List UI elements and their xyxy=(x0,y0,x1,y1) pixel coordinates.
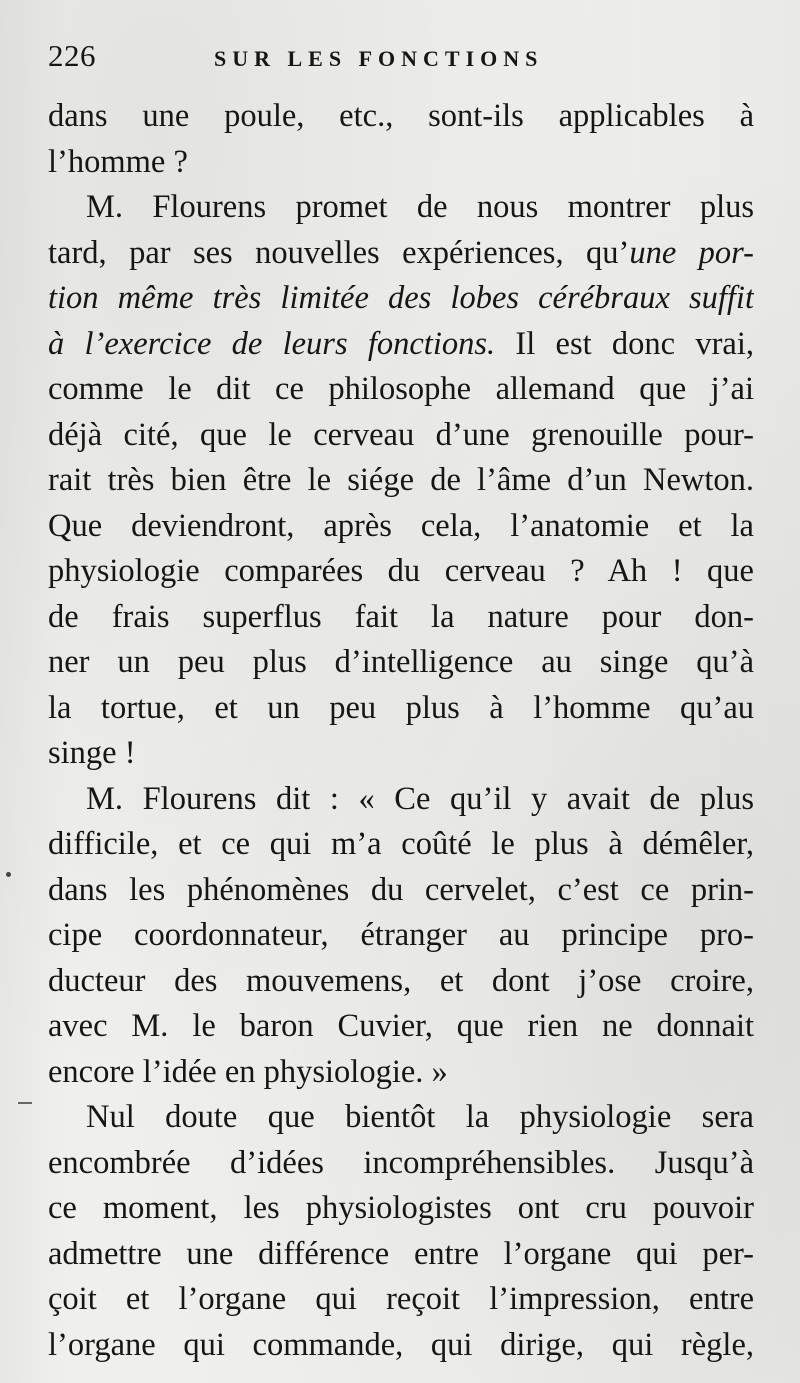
text-line: avec M. le baron Cuvier, que rien ne donnait xyxy=(48,1008,754,1044)
text-line: singe ! xyxy=(48,735,136,771)
text-line: admettre une différence entre l’organe qui per- xyxy=(48,1235,754,1272)
text-line: difficile, et ce qui m’a coûté le plus à démêler, xyxy=(48,826,754,862)
paragraph-start-line: Nul doute que bientôt la physiologie sera xyxy=(86,1099,754,1135)
paragraph-start-line: M. Flourens promet de nous montrer plus xyxy=(86,189,754,225)
text-line: déjà cité, que le cerveau d’une grenouille pour- xyxy=(48,416,754,453)
margin-mark xyxy=(18,1102,32,1104)
text-line: la tortue, et un peu plus à l’homme qu’au xyxy=(48,689,754,726)
italic-quote-fragment: tion même très limitée des lobes cérébraux suffit xyxy=(48,280,754,316)
paragraph-start-line: M. Flourens dit : « Ce qu’il y avait de plus xyxy=(86,780,754,817)
text-line: dans les phénomènes du cervelet, c’est ce prin- xyxy=(48,871,754,908)
running-head: SUR LES FONCTIONS xyxy=(214,46,544,71)
text-fragment: Il est donc vrai, xyxy=(495,325,754,362)
text-line: encore l’idée en physiologie. » xyxy=(48,1053,448,1090)
text-line: ner un peu plus d’intelligence au singe qu’à xyxy=(48,644,754,680)
page-body xyxy=(48,94,754,1368)
text-line: comme le dit ce philosophe allemand que j’ai xyxy=(48,371,754,407)
italic-quote-fragment: une por- xyxy=(629,234,754,271)
margin-speck xyxy=(6,872,11,877)
text-line: çoit et l’organe qui reçoit l’impression, entre xyxy=(48,1281,754,1317)
text-line: l’homme ? xyxy=(48,143,188,180)
italic-line xyxy=(48,276,754,322)
page-header xyxy=(48,38,768,78)
text-line: l’organe qui commande, qui dirige, qui règle, xyxy=(48,1326,754,1363)
page-number: 226 xyxy=(48,38,96,73)
text-line: encombrée d’idées incompréhensibles. Jusqu’à xyxy=(48,1144,754,1181)
text-line: Que deviendront, après cela, l’anatomie et la xyxy=(48,507,754,544)
text-line: cipe coordonnateur, étranger au principe pro- xyxy=(48,917,754,953)
text-line: dans une poule, etc., sont-ils applicables à xyxy=(48,98,754,134)
text-line: de frais superflus fait la nature pour don- xyxy=(48,598,754,635)
text-line xyxy=(48,322,754,368)
text-fragment: tard, par ses nouvelles expériences, qu’ xyxy=(48,234,630,271)
text-line xyxy=(48,231,754,277)
text-line: physiologie comparées du cerveau ? Ah ! que xyxy=(48,553,754,589)
italic-quote-fragment: à l’exercice de leurs fonctions. xyxy=(48,325,496,362)
text-line: ce moment, les physiologistes ont cru pouvoir xyxy=(48,1190,754,1226)
text-line: ducteur des mouvemens, et dont j’ose croire, xyxy=(48,962,754,999)
text-line: rait très bien être le siége de l’âme d’un Newton. xyxy=(48,462,754,498)
